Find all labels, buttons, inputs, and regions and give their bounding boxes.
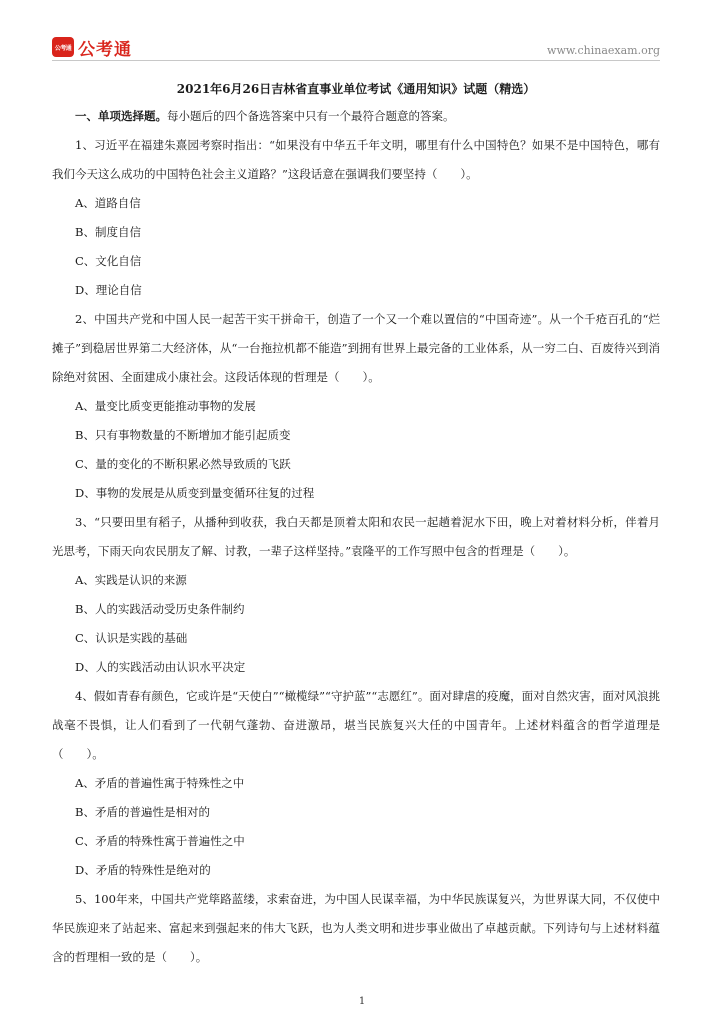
question-stem: 1、习近平在福建朱熹园考察时指出：“如果没有中华五千年文明，哪里有什么中国特色？如果不是中国特色，哪有我们今天这么成功的中国特色社会主义道路？”这段话意在强调我们要坚持（ ）。 <box>52 138 660 181</box>
option-c: C、矛盾的特殊性寓于普遍性之中 <box>75 834 245 848</box>
site-url[interactable]: www.chinaexam.org <box>547 44 660 57</box>
section-instruction: 每小题后的四个备选答案中只有一个最符合题意的答案。 <box>167 109 455 123</box>
question-1 <box>52 131 660 305</box>
logo-badge-icon: 公考通 <box>52 37 74 57</box>
option-c: C、量的变化的不断积累必然导致质的飞跃 <box>75 457 291 471</box>
document-title: 2021年6月26日吉林省直事业单位考试《通用知识》试题（精选） <box>176 82 536 96</box>
option-a: A、实践是认识的来源 <box>75 573 187 587</box>
option-d: D、理论自信 <box>75 283 142 297</box>
section-heading <box>52 102 660 131</box>
page-header <box>52 32 660 60</box>
logo[interactable] <box>52 36 132 58</box>
option-d: D、事物的发展是从质变到量变循环往复的过程 <box>75 486 315 500</box>
question-stem: 4、假如青春有颜色，它或许是“天使白”“橄榄绿”“守护蓝”“志愿红”。面对肆虐的疫魔，面对自然灾害，面对风浪挑战毫不畏惧，让人们看到了一代朝气蓬勃、奋进激昂，堪当民族复兴大任的中国青年。上述材料蕴含的哲学道理是（ ）。 <box>52 689 660 761</box>
question-5 <box>52 885 660 972</box>
question-stem: 3、“只要田里有稻子，从播种到收获，我白天都是顶着太阳和农民一起趟着泥水下田，晚上对着材料分析，伴着月光思考，下雨天向农民朋友了解、讨教，一辈子这样坚持。”袁隆平的工作写照中包含的哲理是（ ）。 <box>52 515 660 558</box>
question-stem: 5、100年来，中国共产党筚路蓝缕，求索奋进，为中国人民谋幸福，为中华民族谋复兴，为世界谋大同，不仅使中华民族迎来了站起来、富起来到强起来的伟大飞跃，也为人类文明和进步事业做出了卓越贡献。下列诗句与上述材料蕴含的哲理相一致的是（ ）。 <box>52 892 660 964</box>
section-heading-label: 一、单项选择题。 <box>75 109 167 123</box>
logo-text: 公考通 <box>78 39 132 60</box>
option-a: A、道路自信 <box>75 196 141 210</box>
question-2 <box>52 305 660 508</box>
option-b: B、制度自信 <box>75 225 141 239</box>
document-body <box>52 76 660 972</box>
option-a: A、矛盾的普遍性寓于特殊性之中 <box>75 776 245 790</box>
option-b: B、人的实践活动受历史条件制约 <box>75 602 245 616</box>
option-a: A、量变比质变更能推动事物的发展 <box>75 399 256 413</box>
option-d: D、人的实践活动由认识水平决定 <box>75 660 246 674</box>
question-stem: 2、中国共产党和中国人民一起苦干实干拼命干，创造了一个又一个难以置信的“中国奇迹”。从一个千疮百孔的“烂摊子”到稳居世界第二大经济体，从“一台拖拉机都不能造”到拥有世界上最完备的工业体系，从一穷二白、百废待兴到消除绝对贫困、全面建成小康社会。这段话体现的哲理是（ ）。 <box>52 312 660 384</box>
header-divider <box>52 60 660 61</box>
option-d: D、矛盾的特殊性是绝对的 <box>75 863 211 877</box>
page-number: 1 <box>358 996 366 1007</box>
option-c: C、文化自信 <box>75 254 142 268</box>
option-b: B、矛盾的普遍性是相对的 <box>75 805 210 819</box>
option-c: C、认识是实践的基础 <box>75 631 188 645</box>
question-4 <box>52 682 660 885</box>
option-b: B、只有事物数量的不断增加才能引起质变 <box>75 428 291 442</box>
question-3 <box>52 508 660 682</box>
